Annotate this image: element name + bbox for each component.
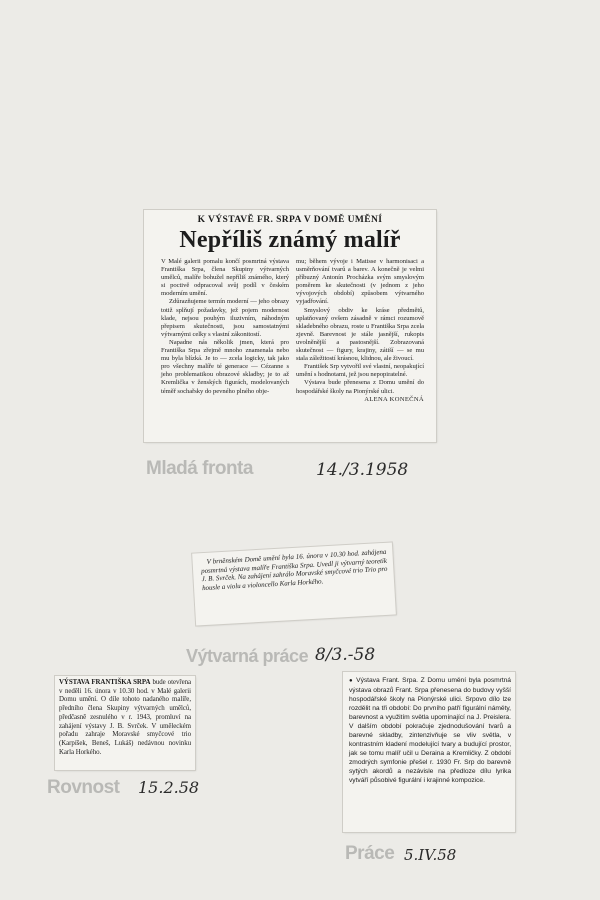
article-text [349,676,511,785]
paragraph: V Malé galerii pomalu končí posmrtná výstava Františka Srpa, člena Skupiny výtvarných umělců, malíře bohužel nepříliš známého, který si poctivě odpracoval svůj podíl v českém moderním umění. [161,258,289,298]
source-stamp: Rovnost [47,777,120,798]
article-body: bude otevřena v neděli 16. února v 10.30 hod. v Malé galerii Domu umění. O díle tohoto nadaného malíře, předního člena Skupiny výtvarných umělců, předčasně zesnulého v r. 1943, promluví na zahájení výstavy J. B. Svrček. V uměleckém pořadu zahraje Moravské smyčcové trio (Karpíšek, Beneš, Lukáš) nedávnou novinku Karla Horkého. [59,679,192,756]
clipping-prace [343,672,515,832]
source-stamp: Mladá fronta [146,458,253,479]
article-headline: Nepříliš známý malíř [179,227,401,253]
clipping-vytvarna-prace [192,542,396,625]
article-author: ALENA KONEČNÁ [364,395,424,403]
article-text: V brněnském Domě umění byla 16. února v 10.30 hod. zahájena posmrtná výstava malíře Františka Srpa. Uvedl ji výtvarný teoretik J. B. Svrček. Na zahájení zahrálo Moravské smyčcové trio Trio pro housle a violu a violoncello Karla Horkého. [200,547,388,593]
clipping-rovnost [55,676,195,770]
source-stamp: Výtvarná práce [186,646,309,666]
clipping-mlada-fronta [144,210,436,442]
article-body: Výstava Frant. Srpa. Z Domu umění byla posmrtná výstava obrazů Frant. Srpa přenesena do budovy vyšší hospodářské školy na Pionýrské ulici. Srpovo dílo lze rozdělit na tři období: Do prvního patří figurální náměty, barevnost a využitím světla upomínající na J. Preislera. V dalším období pokračuje zjednodušování tvarů a barevné skladby, zintenzivňuje se vliv světla, v kontrastním kladení modelující tvary a budující prostor, jak se tomu malíř učil u Deraina a Kremličky. Z období zmodrých symfonie přešel r. 1930 Fr. Srp do barevně sytých akordů a nezávisle na předloze dílu lyrika vytváří působivé figurální i krajinné kompozice. [349,677,511,784]
article-text [59,679,191,757]
article-column-2 [296,258,424,404]
paragraph: Smyslový obdiv ke kráse předmětů, uplatňovaný ovšem zásadně v rámci rozumově skladebného obrazu, roste u Františka Srpa zcela zjevně. Barevnost je stále jasnější, rukopis uvolněnější a pastosnější. Zobrazovaná skutečnost — figury, krajiny, zátiší — se mu stala záležitostí krásnou, klidnou, ale živoucí. [296,306,424,363]
paragraph: Zdůrazňujeme termín moderní — jeho obrazy totiž splňují požadavky, jež pojem modernost klade, nejsou pouhým iluzivním, náhodným přepisem skutečnosti, jsou samostatnými výtvarnými celky s vlastní zákonitostí. [161,298,289,338]
paragraph: mu; během vývoje i Matisse v harmonisaci a usměrňování tvarů a barev. A konečně je velmi příbuzný Antonín Procházka svým smyslovým poměrem ke skutečnosti (v jednom z jeho vývojových období) způsobem výtvarného vyjadřování. [296,258,424,306]
paragraph: Výstava bude přenesena z Domu umění do hospodářské školy na Pionýrské ulici. [296,379,424,395]
paragraph: Napadne nás několik jmen, která pro Františka Srpa zřejmě mnoho znamenala nebo mu byla blízká. Je to — zcela logicky, tak jako pro všechny malíře té generace — Cézanne s jeho problematikou obrazové skladby; je to až Kremlička v ženských figurách, modelovaných téměř sochařsky do pevného plného obje- [161,338,289,395]
bullet-icon: ● [349,678,354,684]
article-kicker: K VÝSTAVĚ FR. SRPA V DOMĚ UMĚNÍ [197,215,383,225]
handwritten-date: 8/3.-58 [315,645,376,665]
paragraph: František Srp vytvořil své vlastní, neopakující umění s hodnotami, jež jsou nepopiratelné. [296,363,424,379]
article-column-1 [161,258,289,396]
article-lead: VÝSTAVA FRANTIŠKA SRPA [59,679,151,686]
source-stamp: Práce [345,843,395,864]
handwritten-date: 15.2.58 [138,778,200,797]
handwritten-date: 5.IV.58 [404,846,457,864]
handwritten-date: 14./3.1958 [316,460,409,480]
